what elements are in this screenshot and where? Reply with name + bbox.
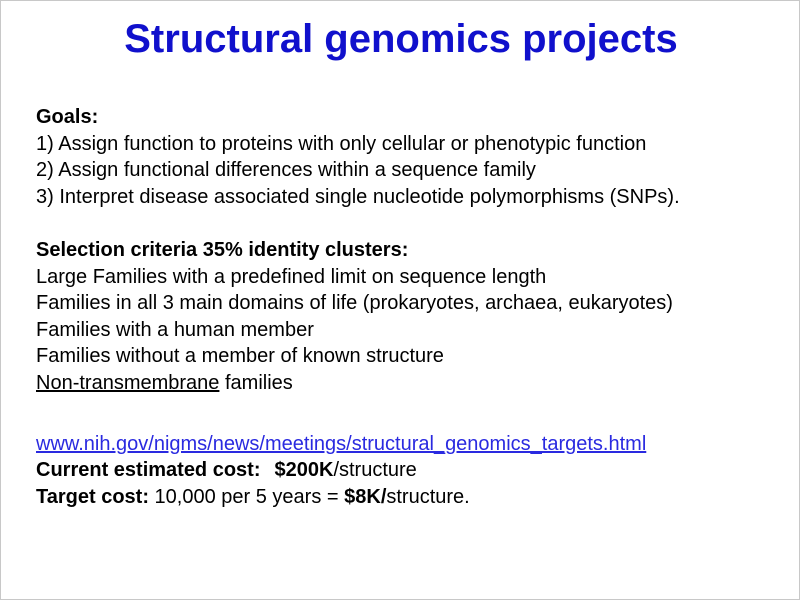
goals-heading: Goals: bbox=[36, 106, 99, 128]
criteria-item: Families without a member of known structure bbox=[36, 345, 444, 368]
criteria-item: Families with a human member bbox=[36, 318, 314, 341]
nih-targets-link[interactable]: www.nih.gov/nigms/news/meetings/structural_genomics_targets.html bbox=[36, 432, 647, 455]
current-cost-line bbox=[36, 457, 791, 484]
non-transmembrane-term: Non-transmembrane bbox=[36, 371, 220, 394]
spacer bbox=[36, 210, 791, 237]
goal-item: 3) Interpret disease associated single nucleotide polymorphisms (SNPs). bbox=[36, 185, 680, 208]
slide-title: Structural genomics projects bbox=[124, 17, 678, 61]
target-cost-line bbox=[36, 484, 791, 511]
criteria-item: Large Families with a predefined limit on sequence length bbox=[36, 265, 547, 288]
target-cost-value: $8K/ bbox=[344, 485, 387, 508]
spacer bbox=[36, 397, 791, 431]
slide-body bbox=[36, 104, 791, 510]
criteria-item-last bbox=[36, 370, 791, 397]
target-cost-unit: structure. bbox=[386, 485, 470, 508]
target-cost-text: 10,000 per 5 years = bbox=[148, 485, 345, 508]
current-cost-unit: /structure bbox=[333, 459, 417, 482]
selection-heading: Selection criteria 35% identity clusters: bbox=[36, 238, 409, 261]
goal-item: 1) Assign function to proteins with only cellular or phenotypic function bbox=[36, 132, 647, 155]
current-cost-label: Current estimated cost: bbox=[36, 459, 261, 482]
target-cost-label: Target cost: bbox=[36, 485, 149, 508]
criteria-item-rest: families bbox=[219, 371, 293, 394]
goal-item: 2) Assign functional differences within a sequence family bbox=[36, 159, 536, 182]
current-cost-value: $200K bbox=[274, 459, 334, 482]
link-line bbox=[36, 431, 791, 458]
criteria-item: Families in all 3 main domains of life (prokaryotes, archaea, eukaryotes) bbox=[36, 292, 673, 315]
